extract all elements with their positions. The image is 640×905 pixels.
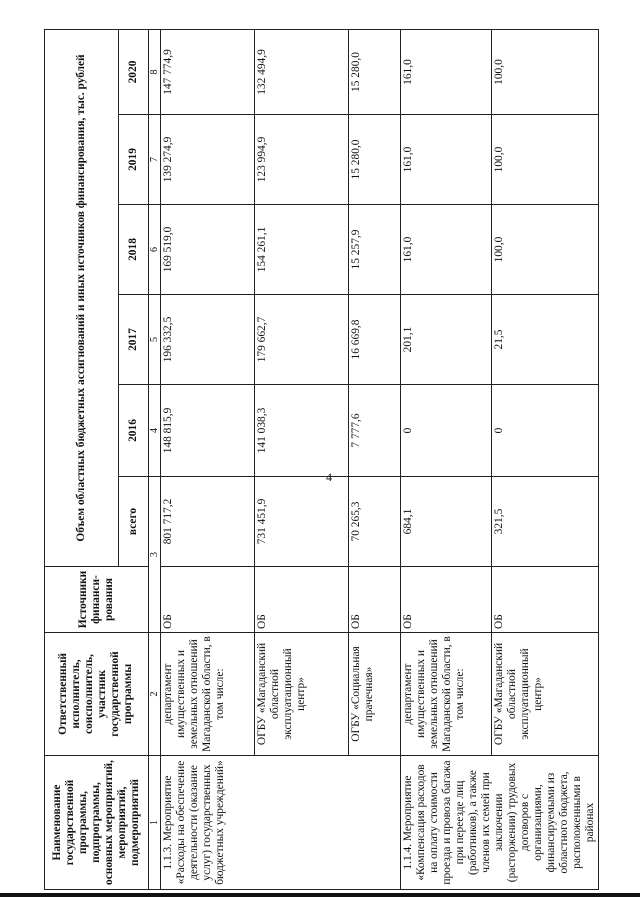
column-number: 5: [148, 295, 160, 385]
year-value-cell: 15 280,0: [349, 30, 401, 115]
year-value-cell: 132 494,9: [255, 30, 349, 115]
source-cell: ОБ: [401, 567, 492, 633]
page-number: 4: [326, 470, 332, 484]
year-value-cell: 15 257,9: [349, 205, 401, 295]
measure-name: 1.1.4. Мероприятие «Компенсация расходов на оплату стоимости проезда и провоза багажа при переезде лиц (работников), а также членов их семей при заключении (расторжении) трудовых договоров с организациями, финансируемыми из областного бюджета, расположенными в районах: [401, 756, 599, 890]
header-col-name: Наименование государственной программы, подпрограммы, основных мероприятий, мероприятий, подмероприятий: [45, 756, 149, 890]
header-year: 2019: [118, 115, 148, 205]
year-value-cell: 7 777,6: [349, 385, 401, 477]
year-value-cell: 201,1: [401, 295, 492, 385]
header-volume: Объем областных бюджетных ассигнований и иных источников финансирования, тыс. рублей: [45, 30, 119, 567]
column-number: 1: [148, 756, 160, 890]
header-row-1: [45, 30, 119, 890]
table-row: [401, 30, 492, 890]
year-value-cell: 100,0: [492, 30, 599, 115]
source-cell: ОБ: [349, 567, 401, 633]
year-value-cell: 196 332,5: [161, 295, 255, 385]
total-cell: 684,1: [401, 477, 492, 567]
year-value-cell: 161,0: [401, 30, 492, 115]
total-cell: 731 451,9: [255, 477, 349, 567]
column-number: 4: [148, 385, 160, 477]
column-number: 8: [148, 30, 160, 115]
table-row: [161, 30, 255, 890]
header-year: 2018: [118, 205, 148, 295]
total-cell: 70 265,3: [349, 477, 401, 567]
year-value-cell: 100,0: [492, 115, 599, 205]
year-value-cell: 123 994,9: [255, 115, 349, 205]
measure-name: 1.1.3. Мероприятие «Расходы на обеспечение деятельности (оказание услуг) государственных бюджетных учреждений»: [161, 756, 401, 890]
column-number: 6: [148, 205, 160, 295]
year-value-cell: 0: [492, 385, 599, 477]
source-cell: ОБ: [255, 567, 349, 633]
year-value-cell: 179 662,7: [255, 295, 349, 385]
executor-cell: ОГБУ «Магаданский областной эксплуатационный центр»: [255, 633, 349, 756]
year-value-cell: 15 280,0: [349, 115, 401, 205]
source-cell: ОБ: [492, 567, 599, 633]
column-number: 2: [148, 633, 160, 756]
year-value-cell: 169 519,0: [161, 205, 255, 295]
year-value-cell: 147 774,9: [161, 30, 255, 115]
total-cell: 321,5: [492, 477, 599, 567]
executor-cell: департамент имущественных и земельных отношений Магаданской области, в том числе:: [401, 633, 492, 756]
header-col-source: Источники финанси-рования: [45, 567, 149, 633]
total-cell: 801 717,2: [161, 477, 255, 567]
year-value-cell: 21,5: [492, 295, 599, 385]
year-value-cell: 148 815,9: [161, 385, 255, 477]
header-col-executor: Ответственный исполнитель, соисполнитель, участник государственной программы: [45, 633, 149, 756]
bottom-divider: [0, 893, 640, 897]
year-value-cell: 100,0: [492, 205, 599, 295]
year-value-cell: 161,0: [401, 115, 492, 205]
executor-cell: ОГБУ «Социальная прачечная»: [349, 633, 401, 756]
column-number: 7: [148, 115, 160, 205]
header-year: 2016: [118, 385, 148, 477]
year-value-cell: 0: [401, 385, 492, 477]
year-value-cell: 154 261,1: [255, 205, 349, 295]
executor-cell: департамент имущественных и земельных отношений Магаданской области, в том числе:: [161, 633, 255, 756]
year-value-cell: 16 669,8: [349, 295, 401, 385]
header-year: 2017: [118, 295, 148, 385]
column-number-row: [148, 30, 160, 890]
year-value-cell: 141 038,3: [255, 385, 349, 477]
rotated-table-container: [44, 30, 599, 890]
executor-cell: ОГБУ «Магаданский областной эксплуатационный центр»: [492, 633, 599, 756]
source-cell: ОБ: [161, 567, 255, 633]
year-value-cell: 161,0: [401, 205, 492, 295]
header-year: 2020: [118, 30, 148, 115]
year-value-cell: 139 274,9: [161, 115, 255, 205]
header-total: всего: [118, 477, 148, 567]
budget-table: [44, 29, 599, 890]
column-number: 3: [148, 477, 160, 633]
